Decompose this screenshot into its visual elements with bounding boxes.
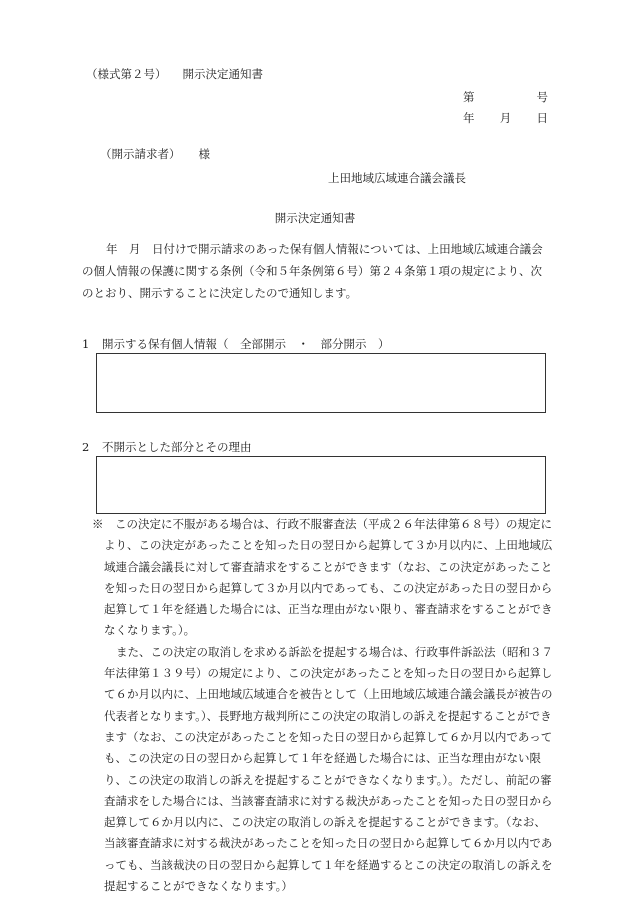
nondisclosure-reason-box[interactable] [96,456,546,514]
addressee-label: （開示請求者） [100,147,181,161]
form-header [86,66,263,82]
addressee [100,146,210,162]
date-year: 年 [463,111,475,125]
number-prefix: 第 [463,90,475,104]
document-number-block [463,87,548,129]
section-1-number: 1 [82,337,90,351]
note-paragraph-1 [92,514,557,642]
section-2-heading [82,439,252,455]
form-header-title: 開示決定通知書 [182,67,263,81]
document-title: 開示決定通知書 [274,211,356,225]
section-2-label: 不開示とした部分とその理由 [102,440,252,454]
note-paragraph-2: また、この決定の取消しを求める訴訟を提起する場合は、行政事件訴訟法（昭和３７年法律第１３９号）の規定により、この決定があったことを知った日の翌日から起算して６か月以内に、上田地域広域連合を被告として（上田地域広域連合議会議長が被告の代表者となります。）、長野地方裁判所にこの決定の取消しの訴えを提起することができます（なお、この決定があったことを知った日の翌日から起算して６か月以内であっても、この決定の日の翌日から起算して１年を経過した場合には、正当な理由がない限り、この決定の取消しの訴えを提起することができなくなります。）。ただし、前記の審査請求をした場合には、当該審査請求に対する裁決があったことを知った日の翌日から起算して６か月以内に、この決定の取消しの訴えを提起することができます。（なお、当該審査請求に対する裁決があったことを知った日の翌日から起算して６か月以内であっても、当該裁決の日の翌日から起算して１年を経過するとこの決定の取消しの訴えを提起することができなくなります。） [104,644,553,894]
addressee-honorific: 様 [198,147,210,161]
sender: 上田地域広域連合議会議長 [328,171,466,185]
section-2-number: 2 [82,440,90,454]
note-mark: ※ [92,517,104,531]
body-text: 年 月 日付けで開示請求のあった保有個人情報については、上田地域広域連合議会の個人情報の保護に関する条例（令和５年条例第６号）第２４条第１項の規定により、次のとおり、開示することに決定したので通知します。 [82,242,543,300]
section-1-label: 開示する保有個人情報（ 全部開示 ・ 部分開示 ） [102,337,390,351]
date-day: 日 [536,111,548,125]
section-1-heading [82,336,390,352]
form-number: （様式第２号） [86,67,167,81]
date-month: 月 [499,111,512,125]
number-line [463,87,548,108]
appeal-note [92,514,557,897]
number-suffix: 号 [536,90,548,104]
note-paragraph-1-text: この決定に不服がある場合は、行政不服審査法（平成２６年法律第６８号）の規定により、この決定があったことを知った日の翌日から起算して３か月以内に、上田地域広域連合議会議長に対して審査請求をすることができます（なお、この決定があったことを知った日の翌日から起算して３か月以内であっても、この決定があった日の翌日から起算して１年を経過した場合には、正当な理由がない限り、審査請求をすることができなくなります。）。 [104,517,553,638]
disclosed-info-box[interactable] [96,353,546,413]
date-line [463,108,548,129]
